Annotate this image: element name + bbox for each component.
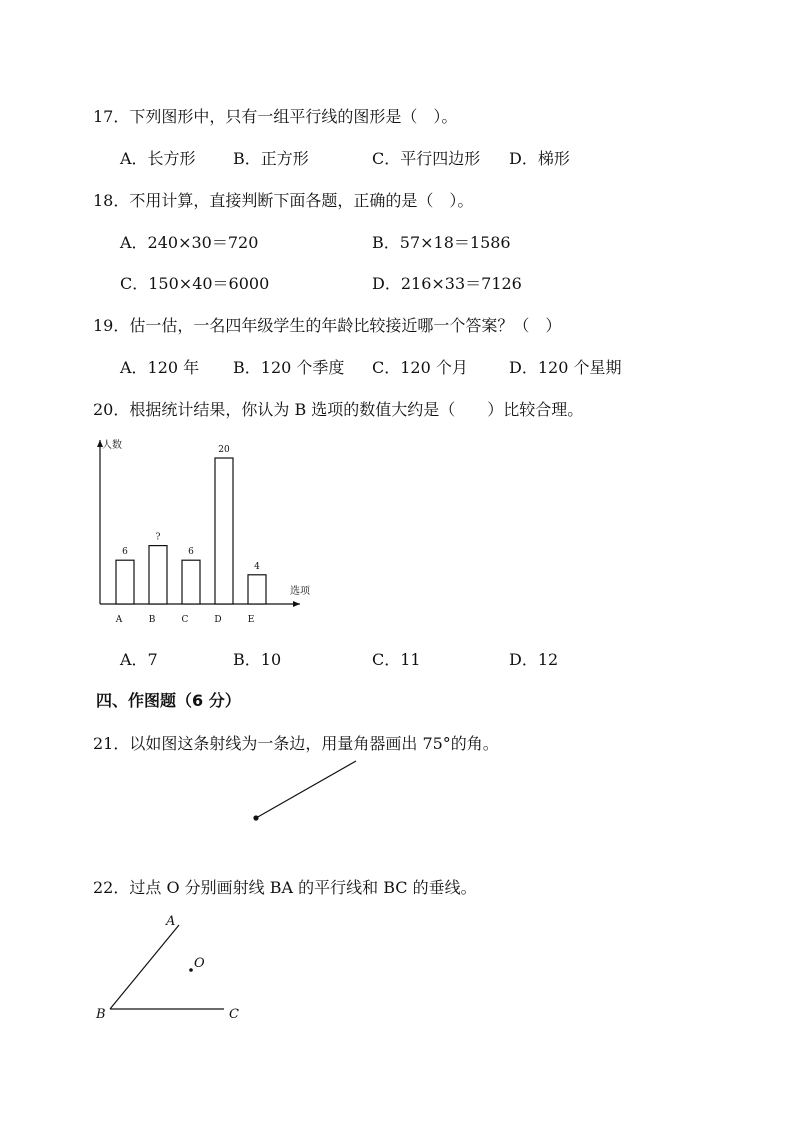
label-o: O xyxy=(194,956,205,971)
question-20-option-a[interactable]: A．7 xyxy=(120,650,158,669)
bar-c xyxy=(182,560,200,604)
data-label-b: ? xyxy=(155,532,161,543)
label-a: A xyxy=(166,914,176,929)
x-axis-label: 选项 xyxy=(290,586,310,597)
question-17-stem: 17．下列图形中，只有一组平行线的图形是（ ）。 xyxy=(93,107,458,126)
bar-chart xyxy=(90,432,330,632)
question-20-option-c[interactable]: C．11 xyxy=(372,650,421,669)
label-c: C xyxy=(229,1007,239,1022)
question-18-stem: 18．不用计算，直接判断下面各题，正确的是（ ）。 xyxy=(93,191,474,210)
bar-b xyxy=(149,546,167,604)
question-19-option-b[interactable]: B．120 个季度 xyxy=(233,358,345,377)
ray-endpoint xyxy=(253,815,258,820)
section-title: 四、作图题（6 分） xyxy=(96,691,241,710)
question-18-option-d[interactable]: D．216×33＝7126 xyxy=(372,274,522,293)
question-17-option-b[interactable]: B．正方形 xyxy=(233,149,309,168)
question-18-option-b[interactable]: B．57×18＝1586 xyxy=(372,233,511,252)
data-label-c: 6 xyxy=(188,547,194,558)
data-label-e: 4 xyxy=(254,561,260,572)
question-17-option-d[interactable]: D．梯形 xyxy=(509,149,570,168)
question-20-option-b[interactable]: B．10 xyxy=(233,650,282,669)
question-19-option-d[interactable]: D．120 个星期 xyxy=(509,358,622,377)
question-20-option-d[interactable]: D．12 xyxy=(509,650,559,669)
question-19-stem: 19．估一估，一名四年级学生的年龄比较接近哪一个答案？（ ） xyxy=(93,316,562,335)
x-axis-arrow xyxy=(293,601,300,607)
tick-label-b: B xyxy=(148,615,156,625)
point-o xyxy=(189,968,193,972)
bar-d xyxy=(215,458,233,604)
bar-e xyxy=(248,575,266,604)
bar-a xyxy=(116,560,134,604)
question-18-option-c[interactable]: C．150×40＝6000 xyxy=(120,274,270,293)
y-axis-label: 人数 xyxy=(102,440,122,451)
ray-figure xyxy=(240,755,370,830)
tick-label-c: C xyxy=(181,615,189,625)
label-b: B xyxy=(96,1007,106,1022)
chart-bars xyxy=(116,458,266,604)
question-17-option-c[interactable]: C．平行四边形 xyxy=(372,149,481,168)
question-20-stem: 20．根据统计结果，你认为 B 选项的数值大约是（ ）比较合理。 xyxy=(93,400,584,419)
question-21-stem: 21．以如图这条射线为一条边，用量角器画出 75°的角。 xyxy=(93,734,499,753)
question-17-option-a[interactable]: A．长方形 xyxy=(120,149,196,168)
tick-label-a: A xyxy=(115,615,123,625)
data-label-a: 6 xyxy=(122,547,128,558)
tick-label-d: D xyxy=(214,615,222,625)
ray-line xyxy=(256,761,356,818)
angle-figure xyxy=(90,905,260,1030)
question-19-option-a[interactable]: A．120 年 xyxy=(120,358,200,377)
tick-label-e: E xyxy=(247,615,255,625)
question-22-stem: 22．过点 O 分别画射线 BA 的平行线和 BC 的垂线。 xyxy=(93,878,477,897)
ray-ba xyxy=(110,925,179,1009)
question-18-option-a[interactable]: A．240×30＝720 xyxy=(120,233,259,252)
question-19-option-c[interactable]: C．120 个月 xyxy=(372,358,468,377)
data-label-d: 20 xyxy=(218,445,230,455)
